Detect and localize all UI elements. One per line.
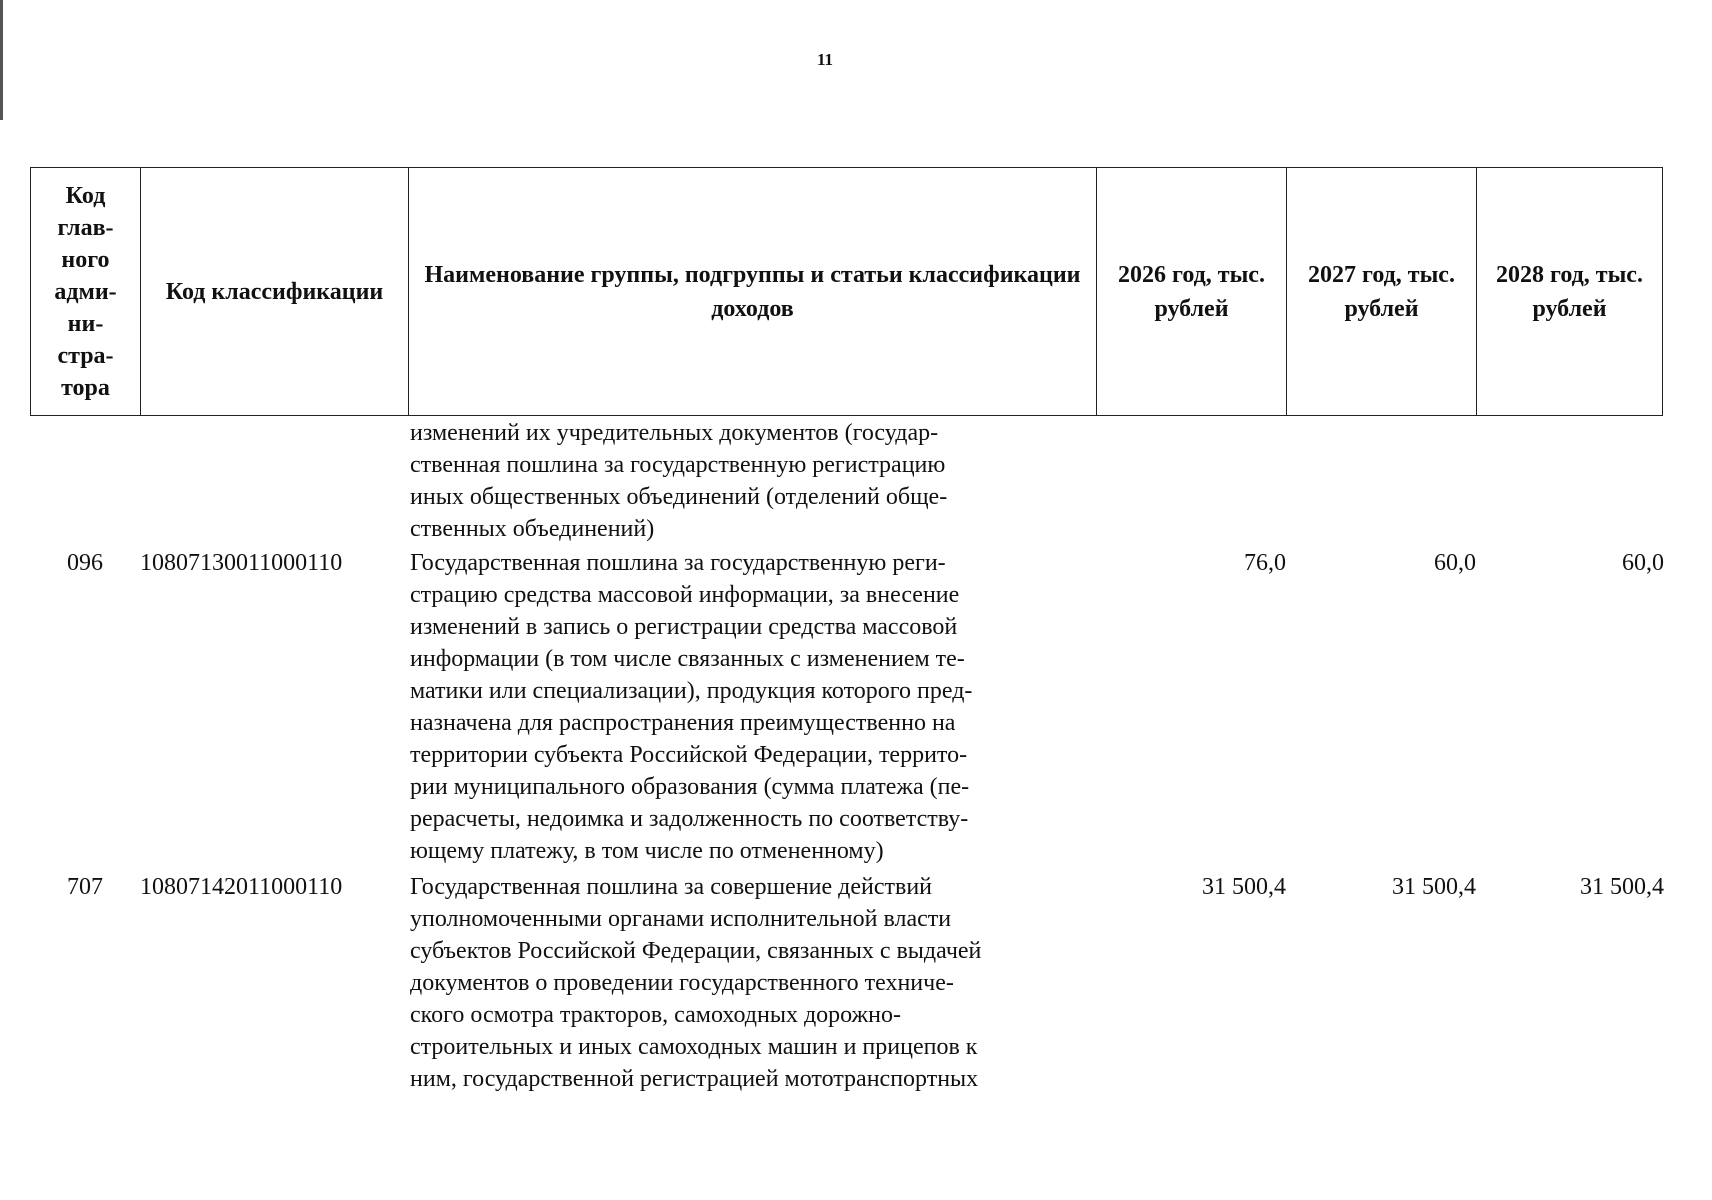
classification-code: 10807130011000110 — [140, 550, 343, 576]
table-header — [30, 167, 1663, 416]
income-name: изменений их учредительных документов (государ- ственная пошлина за государственную регистрацию иных общественных объединений (отделений обще- ственных объединений) — [410, 420, 948, 542]
admin-code: 096 — [67, 550, 103, 576]
header-year-2027: 2027 год, тыс. рублей — [1287, 168, 1477, 416]
income-name: Государственная пошлина за совершение действий уполномоченными органами исполнительной власти субъектов Российской Федерации, связанных с выдачей документов о проведении государственного техниче- ского осмотра тракторов, самоходных дорожно- строительных и иных самоходных машин и прицепов к ним, государственной регистрацией мототранспортных — [410, 874, 982, 1092]
income-name: Государственная пошлина за государственную реги- страцию средства массовой информации, за внесение изменений в запись о регистрации средства массовой информации (в том числе связанных с изменением те- матики или специализации), продукция которого пред- назначена для распространения преимущественно на территории субъекта Российской Федерации, террито- рии муниципального образования (сумма платежа (пе- рерасчеты, недоимка и задолженность по соответству- ющему платежу, в том числе по отмененному) — [410, 550, 973, 864]
header-income-name: Наименование группы, подгруппы и статьи классификации доходов — [409, 168, 1097, 416]
header-admin-code: Код глав- ного адми- ни- стра- тора — [31, 168, 141, 416]
header-year-2026: 2026 год, тыс. рублей — [1097, 168, 1287, 416]
header-classification-code: Код классификации — [141, 168, 409, 416]
classification-code: 10807142011000110 — [140, 874, 343, 900]
header-year-2028: 2028 год, тыс. рублей — [1477, 168, 1663, 416]
value-2026: 76,0 — [1244, 550, 1286, 576]
admin-code: 707 — [67, 874, 103, 900]
value-2027: 60,0 — [1434, 550, 1476, 576]
value-2028: 31 500,4 — [1580, 874, 1664, 900]
value-2027: 31 500,4 — [1392, 874, 1476, 900]
value-2028: 60,0 — [1622, 550, 1664, 576]
value-2026: 31 500,4 — [1202, 874, 1286, 900]
page-number: 11 — [816, 50, 834, 69]
